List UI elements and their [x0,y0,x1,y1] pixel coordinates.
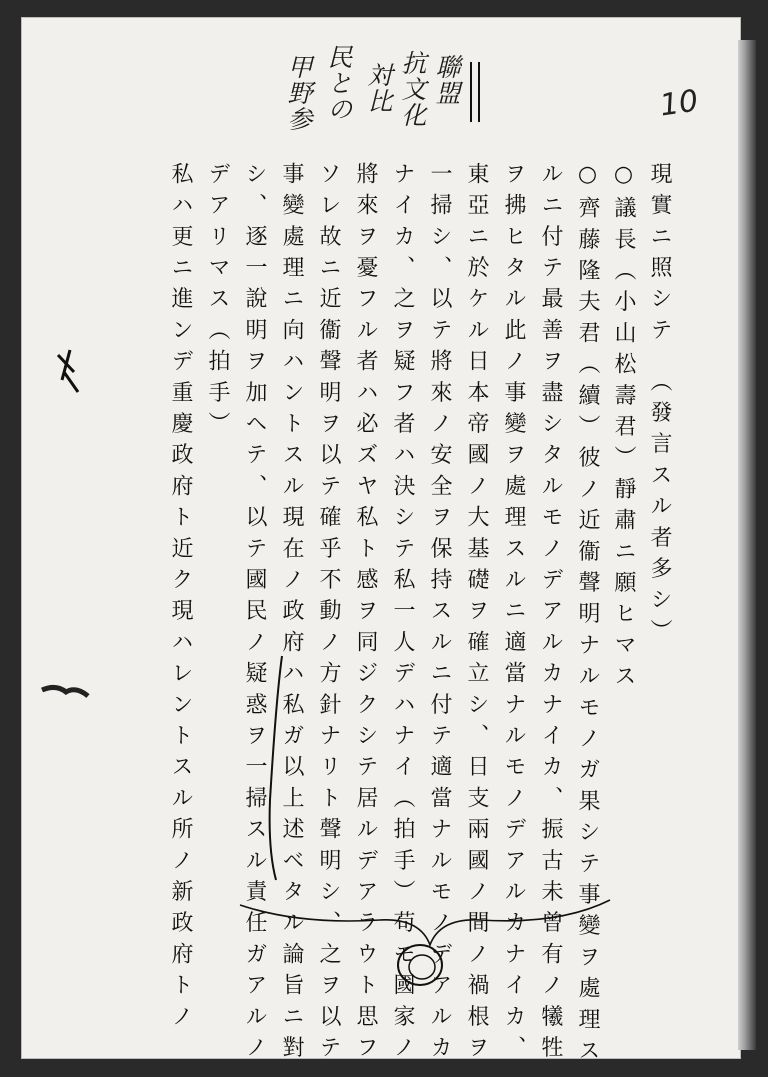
handwritten-note-line: 抗文化 [398,50,427,128]
handwritten-note-line: 対比 [364,62,393,114]
text-column: ○議長（小山松壽君）靜肅ニ願ヒマス [611,162,636,696]
bracket-mark [270,656,282,880]
brace-mark [240,900,610,945]
text-column: 將來ヲ憂フル者ハ必ズヤ私ト感ヲ同ジクシテ居ルデアラウト思フ [353,162,378,1067]
margin-smudge-mark [42,687,88,696]
handwritten-note-line: 聯盟 [432,54,461,106]
text-column: ルニ付テ最善ヲ盡シタルモノデアルカナイカ、振古未曾有ノ犧牲 [538,162,563,1067]
text-column: ソレ故ニ近衞聲明ヲ以テ確乎不動ノ方針ナリト聲明シ、之ヲ以テ [316,162,341,1067]
text-column: 私ハ更ニ進ンデ重慶政府ト近ク現ハレントスル所ノ新政府トノ [168,162,193,1036]
margin-check-mark [58,350,78,392]
page-number: 10 [657,83,701,124]
text-column: ○齊藤隆夫君（續）彼ノ近衞聲明ナルモノガ果シテ事變ヲ處理ス [575,162,600,1070]
text-column: 東亞ニ於ケル日本帝國ノ大基礎ヲ確立シ、日支兩國ノ間ノ禍根ヲ [464,162,489,1067]
text-column: 現實ニ照シテ （發言スル者多シ） [647,162,672,651]
text-column: シ、逐一說明ヲ加ヘテ、以テ國民ノ疑惑ヲ一掃スル責任ガアルノ [242,162,267,1067]
handwritten-note-line: 甲野参 [284,54,313,132]
handwritten-note-line: 民との [324,44,353,122]
text-column: ナイカ、之ヲ疑フ者ハ決シテ私一人デハナイ（拍手）苟モ國家ノ [390,162,415,1067]
text-column: ヲ拂ヒタル此ノ事變ヲ處理スルニ適當ナルモノデアルカナイカ、 [501,162,526,1067]
text-column: 一掃シ、以テ將來ノ安全ヲ保持スルニ付テ適當ナルモノデアルカ [427,162,452,1067]
text-column: デアリマス（拍手） [205,162,230,443]
text-column: 事變處理ニ向ハントスル現在ノ政府ハ私ガ以上述ベタル論旨ニ對 [279,162,304,1067]
